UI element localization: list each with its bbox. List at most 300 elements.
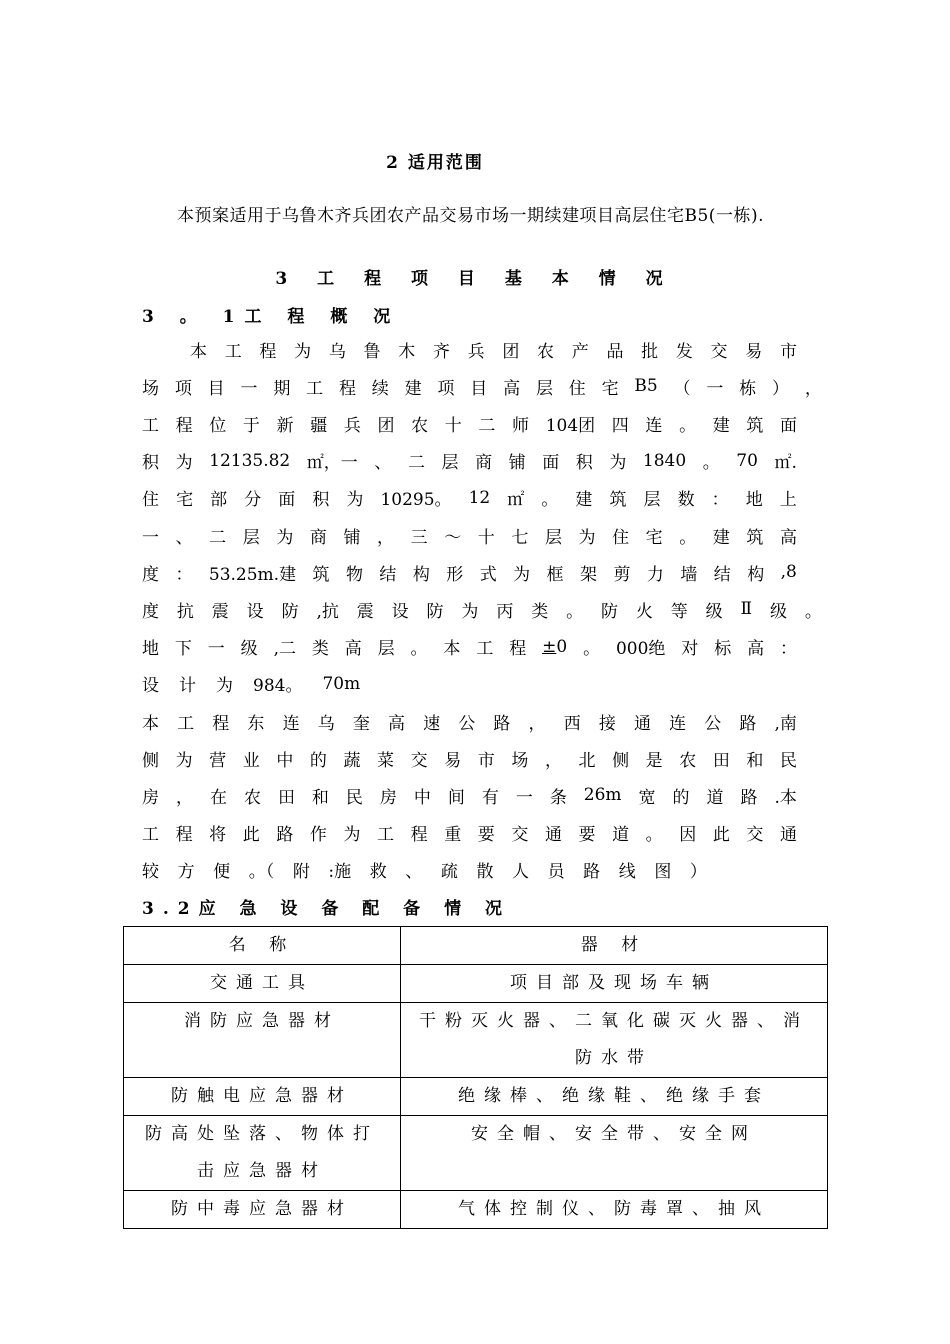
row-equipment: 气体控制仪、防毒罩、抽风 <box>401 1191 828 1229</box>
overview-char: 项 <box>174 378 192 399</box>
overview-char: 项 <box>437 378 455 399</box>
overview-char: 形 <box>446 564 464 585</box>
overview-char: 间 <box>447 787 465 808</box>
overview-char: 易 <box>745 341 763 362</box>
overview-char: 设 <box>246 601 264 622</box>
overview-char: 新 <box>276 415 294 436</box>
overview-char: 重 <box>444 825 462 846</box>
overview-char: 面 <box>779 415 797 436</box>
overview-line <box>142 708 797 734</box>
overview-char: 、 <box>374 453 392 474</box>
overview-char: 类 <box>531 601 549 622</box>
overview-char: 市 <box>477 750 495 771</box>
overview-char: 层 <box>535 378 553 399</box>
header-equipment: 器 材 <box>401 927 828 965</box>
overview-char: 一 <box>706 378 724 399</box>
overview-char: 乌 <box>328 341 346 362</box>
overview-char: 将 <box>209 825 227 846</box>
overview-char: 三 <box>410 527 428 548</box>
overview-char: :施 <box>328 862 352 883</box>
overview-char: 为 <box>343 825 361 846</box>
overview-char: 70 <box>736 450 758 471</box>
overview-char: 为 <box>294 341 312 362</box>
overview-char: 二 <box>407 453 425 474</box>
table-row <box>124 965 828 1003</box>
overview-char: 程 <box>259 341 277 362</box>
overview-char: 筑 <box>746 527 764 548</box>
overview-line <box>190 336 797 362</box>
overview-char: 此 <box>242 825 260 846</box>
row-name: 消防应急器材 <box>124 1003 401 1078</box>
overview-char: 。 <box>645 825 663 846</box>
overview-char: 因 <box>679 825 697 846</box>
overview-char: 程 <box>212 713 230 734</box>
overview-char: 蔬 <box>343 750 361 771</box>
overview-line <box>142 782 797 808</box>
row-name: 防触电应急器材 <box>124 1078 401 1116</box>
overview-char: 丙 <box>496 601 514 622</box>
overview-char: 菜 <box>377 750 395 771</box>
overview-char: 公 <box>704 713 722 734</box>
overview-char: 中 <box>413 787 431 808</box>
overview-char: 营 <box>209 750 227 771</box>
overview-char: 东 <box>247 713 265 734</box>
overview-char: 农 <box>411 415 429 436</box>
overview-char: 工 <box>177 713 195 734</box>
overview-char: 宅 <box>645 527 663 548</box>
overview-char: 度 <box>142 601 159 622</box>
overview-char: 结 <box>379 564 397 585</box>
overview-char: 市 <box>779 341 797 362</box>
overview-char: .本 <box>774 787 797 808</box>
overview-char: 路 <box>493 713 511 734</box>
overview-char: 兵 <box>343 415 361 436</box>
overview-char: 住 <box>612 527 630 548</box>
overview-char: 在 <box>209 787 227 808</box>
overview-char: 剪 <box>613 564 631 585</box>
overview-char: 目 <box>207 378 225 399</box>
overview-char: 为 <box>513 564 531 585</box>
overview-char: 。 <box>566 601 584 622</box>
overview-char: 建 <box>712 415 730 436</box>
row-equipment: 干粉灭火器、二氧化碳灭火器、消防水带 <box>401 1003 828 1078</box>
overview-char: 为 <box>578 527 596 548</box>
overview-char: 。 <box>410 639 428 660</box>
overview-char: 宽 <box>638 787 656 808</box>
overview-char: 层 <box>377 639 395 660</box>
overview-char: 房 <box>379 787 397 808</box>
overview-char: 层 <box>544 527 562 548</box>
overview-char: 面 <box>278 490 296 511</box>
overview-char: 抗 <box>176 601 194 622</box>
row-name: 防中毒应急器材 <box>124 1191 401 1229</box>
overview-char: 木 <box>398 341 416 362</box>
overview-char: 程 <box>175 415 193 436</box>
overview-char: 宅 <box>601 378 619 399</box>
overview-char: 二 <box>478 415 496 436</box>
overview-char: 本 <box>142 713 159 734</box>
overview-char: 奎 <box>352 713 370 734</box>
overview-char: 二 <box>209 527 227 548</box>
overview-char: 西 <box>563 713 581 734</box>
overview-char: 品 <box>606 341 624 362</box>
overview-char: ： <box>779 639 797 660</box>
overview-char: 积 <box>575 453 593 474</box>
overview-char: 984。 <box>253 676 303 697</box>
overview-line <box>142 373 822 399</box>
overview-line <box>142 820 797 846</box>
overview-char: 工 <box>377 825 395 846</box>
overview-char: ㎡. <box>774 453 797 474</box>
overview-char: 程 <box>509 639 527 660</box>
overview-char: 工 <box>476 639 494 660</box>
overview-char: 速 <box>423 713 441 734</box>
overview-char: 高 <box>503 378 521 399</box>
overview-char: 要 <box>578 825 596 846</box>
overview-char: 、 <box>405 862 423 883</box>
overview-char: 通 <box>779 825 797 846</box>
overview-char: 易 <box>444 750 462 771</box>
overview-char: 场 <box>142 378 159 399</box>
overview-char: 为 <box>175 750 193 771</box>
overview-char: 高 <box>344 639 362 660</box>
overview-char: 侧 <box>612 750 630 771</box>
overview-char: 批 <box>641 341 659 362</box>
overview-line <box>142 745 797 771</box>
overview-char: 散 <box>476 862 494 883</box>
overview-char: 道 <box>612 825 630 846</box>
overview-char: 筑 <box>609 490 627 511</box>
overview-char: 层 <box>242 527 260 548</box>
overview-char: ， <box>804 378 822 399</box>
table-row <box>124 1078 828 1116</box>
overview-char: 农 <box>243 787 261 808</box>
overview-char: 建 <box>404 378 422 399</box>
overview-char: 场 <box>511 750 529 771</box>
overview-char: 下 <box>174 639 192 660</box>
row-equipment: 安全帽、安全带、安全网 <box>401 1116 828 1191</box>
overview-char: 铺 <box>508 453 526 474</box>
overview-char: 结 <box>713 564 731 585</box>
overview-line <box>142 857 707 883</box>
overview-char: 1840 <box>642 450 687 471</box>
overview-char: 铺 <box>343 527 361 548</box>
overview-char: 业 <box>242 750 260 771</box>
overview-line <box>142 634 797 660</box>
overview-char: 于 <box>242 415 260 436</box>
overview-char: 构 <box>747 564 765 585</box>
overview-char: 防 <box>600 601 618 622</box>
overview-char: 连 <box>282 713 300 734</box>
overview-char: 便 <box>213 862 231 883</box>
overview-line <box>142 522 797 548</box>
overview-line <box>142 671 797 697</box>
overview-char: 12135.82 <box>209 450 291 471</box>
section-3-heading: 3 工 程 项 目 基 本 情 况 <box>275 269 675 289</box>
overview-char: 位 <box>209 415 227 436</box>
overview-char: 鲁 <box>363 341 381 362</box>
overview-char: 的 <box>309 750 327 771</box>
overview-char: 工 <box>142 825 159 846</box>
row-name: 防高处坠落、物体打击应急器材 <box>124 1116 401 1191</box>
overview-char: 兵 <box>467 341 485 362</box>
overview-char: 墙 <box>680 564 698 585</box>
overview-char: 12 <box>468 487 491 508</box>
overview-char: 期 <box>273 378 291 399</box>
overview-char: 式 <box>479 564 497 585</box>
overview-char: 架 <box>580 564 598 585</box>
overview-char: 交 <box>410 750 428 771</box>
overview-char: 田 <box>277 787 295 808</box>
overview-char: 级 <box>240 639 258 660</box>
overview-char: 上 <box>779 490 797 511</box>
overview-char: 000绝 <box>615 639 666 660</box>
overview-char: 。 <box>804 601 822 622</box>
overview-char: B5 <box>634 376 658 397</box>
overview-char: 条 <box>549 787 567 808</box>
overview-char: 师 <box>512 415 530 436</box>
overview-char: 程 <box>338 378 356 399</box>
overview-char: 齐 <box>432 341 450 362</box>
overview-char: 建 <box>575 490 593 511</box>
overview-char: 路 <box>583 862 601 883</box>
overview-char: 震 <box>211 601 229 622</box>
table-row <box>124 1003 828 1078</box>
overview-char: 程 <box>175 825 193 846</box>
overview-char: 交 <box>746 825 764 846</box>
overview-char: 力 <box>646 564 664 585</box>
overview-char: （ <box>673 378 691 399</box>
overview-char: 地 <box>745 490 763 511</box>
overview-char: ,抗 <box>316 601 339 622</box>
overview-char: 类 <box>311 639 329 660</box>
overview-char: 高 <box>747 639 765 660</box>
overview-char: 防 <box>281 601 299 622</box>
overview-char: 为 <box>346 490 364 511</box>
overview-char: 层 <box>441 453 459 474</box>
overview-char: 北 <box>578 750 596 771</box>
overview-char: 路 <box>740 787 758 808</box>
overview-char: 宅 <box>176 490 194 511</box>
overview-char: 连 <box>669 713 687 734</box>
overview-char: 度 <box>142 564 159 585</box>
overview-char: 公 <box>458 713 476 734</box>
overview-char: 交 <box>710 341 728 362</box>
overview-char: Ⅱ <box>740 599 753 620</box>
overview-char: 较 <box>142 862 159 883</box>
overview-char: 作 <box>309 825 327 846</box>
scope-paragraph: 本预案适用于乌鲁木齐兵团农产品交易市场一期续建项目高层住宅B5(一栋). <box>177 206 764 226</box>
overview-char: ， <box>528 713 546 734</box>
overview-char: 53.25m.建 <box>208 564 297 585</box>
overview-char: 住 <box>568 378 586 399</box>
overview-char: 框 <box>546 564 564 585</box>
overview-char: 道 <box>706 787 724 808</box>
overview-char: 为 <box>461 601 479 622</box>
overview-line <box>142 485 797 511</box>
overview-char: 有 <box>481 787 499 808</box>
overview-char: 高 <box>387 713 405 734</box>
overview-char: 图 <box>654 862 672 883</box>
overview-char: 设 <box>142 676 159 697</box>
overview-char: 为 <box>216 676 233 697</box>
overview-char: 建 <box>712 527 730 548</box>
overview-char: ±0 <box>542 636 568 657</box>
overview-char: 团 <box>502 341 520 362</box>
overview-char: 工 <box>142 415 159 436</box>
overview-char: ， <box>175 787 193 808</box>
overview-char: 级 <box>770 601 787 622</box>
overview-line <box>142 596 822 622</box>
overview-char: 10295。 <box>380 490 452 511</box>
overview-char: 和 <box>746 750 764 771</box>
overview-char: 路 <box>739 713 757 734</box>
overview-char: 。 <box>541 490 559 511</box>
overview-char: 的 <box>672 787 690 808</box>
overview-char: 要 <box>477 825 495 846</box>
overview-char: 接 <box>598 713 616 734</box>
overview-char: 发 <box>675 341 693 362</box>
overview-line <box>142 410 797 436</box>
overview-char: 为 <box>175 453 193 474</box>
overview-char: 。 <box>702 453 720 474</box>
section-2-heading: 2 适用范围 <box>386 153 484 173</box>
overview-char: 积 <box>142 453 159 474</box>
overview-char: 员 <box>547 862 565 883</box>
overview-char: 住 <box>142 490 159 511</box>
overview-char: 连 <box>645 415 663 436</box>
overview-char: 商 <box>475 453 493 474</box>
overview-char: 人 <box>512 862 530 883</box>
overview-char: 目 <box>470 378 488 399</box>
overview-char: ， <box>544 750 562 771</box>
equipment-table <box>123 926 828 1229</box>
overview-char: 计 <box>179 676 196 697</box>
section-3-1-heading: 3 。 1工 程 概 况 <box>142 307 401 327</box>
overview-char: 交 <box>511 825 529 846</box>
overview-char: 通 <box>633 713 651 734</box>
overview-char: 对 <box>681 639 699 660</box>
overview-char: ㎡，一 <box>306 453 358 474</box>
overview-char: ,南 <box>774 713 797 734</box>
overview-char: 一 <box>515 787 533 808</box>
overview-char: 数 <box>677 490 695 511</box>
overview-char: 构 <box>412 564 430 585</box>
overview-char: 为 <box>609 453 627 474</box>
overview-char: 层 <box>643 490 661 511</box>
overview-char: 乌 <box>317 713 335 734</box>
overview-char: 震 <box>356 601 374 622</box>
table-row <box>124 1116 828 1191</box>
overview-char: 中 <box>276 750 294 771</box>
overview-char: 、 <box>175 527 193 548</box>
overview-char: 104团 <box>545 415 596 436</box>
table-header-row <box>124 927 828 965</box>
section-3-2-heading: 3.2应 急 设 备 配 备 情 况 <box>142 899 512 919</box>
overview-char: 方 <box>177 862 195 883</box>
overview-char: 26m <box>583 785 622 806</box>
overview-char: ： <box>711 490 729 511</box>
overview-line <box>142 448 797 474</box>
overview-char: 疏 <box>440 862 458 883</box>
overview-char: 侧 <box>142 750 159 771</box>
overview-char: 农 <box>679 750 697 771</box>
overview-char: 工 <box>224 341 242 362</box>
overview-char: 民 <box>779 750 797 771</box>
overview-char: 级 <box>705 601 723 622</box>
overview-char: 本 <box>190 341 207 362</box>
overview-char: 民 <box>345 787 363 808</box>
overview-char: 等 <box>670 601 688 622</box>
overview-char: 。 <box>679 415 697 436</box>
overview-char: 田 <box>712 750 730 771</box>
overview-char: 一 <box>142 527 159 548</box>
overview-char: 七 <box>511 527 529 548</box>
overview-char: 农 <box>537 341 555 362</box>
overview-char: ） <box>772 378 790 399</box>
overview-char: 工 <box>306 378 324 399</box>
overview-char: 疆 <box>310 415 328 436</box>
overview-char: ： <box>175 564 193 585</box>
overview-char: 防 <box>426 601 444 622</box>
overview-char: 十 <box>444 415 462 436</box>
header-name: 名 称 <box>124 927 401 965</box>
overview-char: 一 <box>207 639 225 660</box>
overview-char: 为 <box>276 527 294 548</box>
overview-char: 产 <box>571 341 589 362</box>
overview-char: ， <box>377 527 395 548</box>
overview-char: ,二 <box>273 639 296 660</box>
row-name: 交通工具 <box>124 965 401 1003</box>
overview-char: 四 <box>611 415 629 436</box>
overview-char: 此 <box>712 825 730 846</box>
overview-char: 70m <box>322 673 361 694</box>
row-equipment: 项目部及现场车辆 <box>401 965 828 1003</box>
overview-char: 积 <box>312 490 330 511</box>
overview-char: 续 <box>371 378 389 399</box>
overview-char: 筑 <box>312 564 330 585</box>
table-row <box>124 1191 828 1229</box>
overview-char: 栋 <box>739 378 757 399</box>
overview-char: 商 <box>309 527 327 548</box>
overview-char: 高 <box>779 527 797 548</box>
overview-char: 面 <box>542 453 560 474</box>
overview-char: ） <box>689 862 707 883</box>
overview-char: 物 <box>345 564 363 585</box>
overview-char: 团 <box>377 415 395 436</box>
overview-char: 分 <box>244 490 262 511</box>
overview-char: 救 <box>369 862 387 883</box>
overview-char: 通 <box>544 825 562 846</box>
overview-char: 路 <box>276 825 294 846</box>
overview-char: 线 <box>618 862 636 883</box>
overview-char: 十 <box>477 527 495 548</box>
overview-char: 部 <box>210 490 228 511</box>
overview-char: 和 <box>311 787 329 808</box>
overview-char: ,8 <box>780 562 797 583</box>
overview-char: 。（ <box>248 862 275 883</box>
overview-char: 程 <box>410 825 428 846</box>
overview-char: 本 <box>443 639 461 660</box>
overview-char: 筑 <box>746 415 764 436</box>
overview-char: 附 <box>292 862 310 883</box>
overview-char: ㎡ <box>507 490 525 511</box>
overview-char: 。 <box>679 527 697 548</box>
overview-char: 是 <box>645 750 663 771</box>
overview-char: 地 <box>142 639 159 660</box>
overview-char: ～ <box>444 527 462 548</box>
overview-char: 火 <box>635 601 653 622</box>
